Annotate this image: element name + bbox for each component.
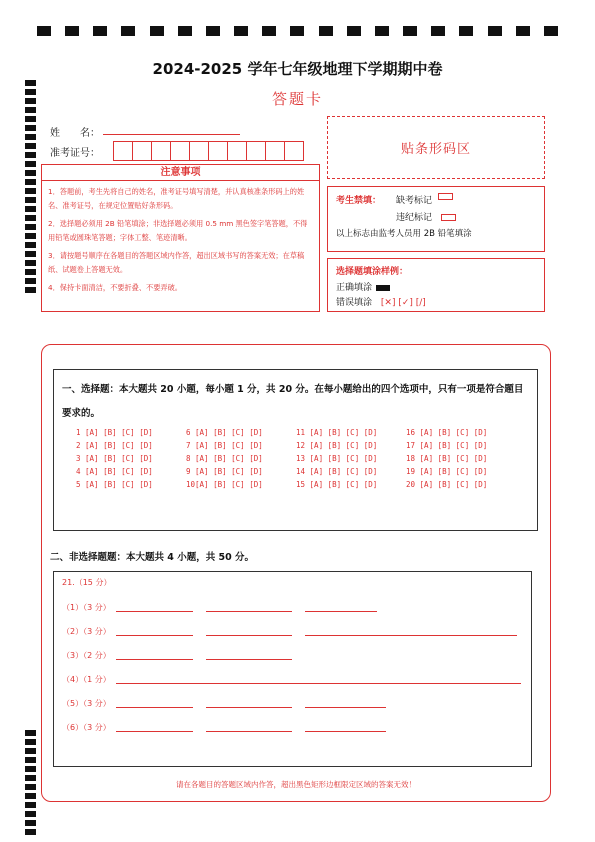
answer-line[interactable] [116, 611, 193, 612]
mc-column [76, 426, 158, 491]
id-number-boxes[interactable] [113, 141, 303, 161]
subquestion-label: （5）（3 分） [62, 699, 111, 708]
wrong-fill-marks: [✕] [✓] [/] [380, 298, 426, 308]
subquestion-label: （6）（3 分） [62, 723, 111, 732]
mc-row[interactable]: 6 [A] [B] [C] [D] [186, 428, 263, 437]
mc-row[interactable]: 15 [A] [B] [C] [D] [296, 480, 378, 489]
answer-line[interactable] [305, 731, 386, 732]
id-label: 准考证号： [50, 148, 100, 159]
wrong-fill-label: 错误填涂 [336, 298, 373, 308]
mc-row[interactable]: 2 [A] [B] [C] [D] [76, 441, 153, 450]
answer-line[interactable] [305, 635, 517, 636]
mc-row[interactable]: 13 [A] [B] [C] [D] [296, 454, 378, 463]
name-label: 姓 名： [50, 128, 100, 139]
mc-row[interactable]: 12 [A] [B] [C] [D] [296, 441, 378, 450]
mc-row[interactable]: 10[A] [B] [C] [D] [186, 480, 263, 489]
mc-row[interactable]: 18 [A] [B] [C] [D] [406, 454, 488, 463]
page-subtitle: 答题卡 [271, 90, 323, 108]
answer-line[interactable] [305, 707, 386, 708]
subquestion-label: （2）（3 分） [62, 627, 111, 636]
violation-mark-box[interactable] [441, 214, 456, 221]
answer-line[interactable] [206, 611, 292, 612]
mc-row[interactable]: 4 [A] [B] [C] [D] [76, 467, 153, 476]
notice-item: 4．保持卡面清洁，不要折叠、不要弄破。 [48, 283, 182, 292]
notice-item: 2．选择题必须用 2B 铅笔填涂；非选择题必须用 0.5 mm 黑色签字笔答题，不得用铅笔或圆珠笔答题；字体工整、笔迹清晰。 [48, 219, 308, 242]
absent-mark-box[interactable] [438, 193, 453, 200]
mc-row[interactable]: 11 [A] [B] [C] [D] [296, 428, 378, 437]
fill-sample-box [327, 258, 545, 312]
top-alignment-marks [37, 26, 558, 40]
section1-heading: 一、选择题：本大题共 20 小题，每小题 1 分，共 20 分。在每小题给出的四个选项中，只有一项是符合题目要求的。 [62, 384, 524, 419]
barcode-label: 贴条形码区 [400, 142, 471, 157]
multiple-choice-box [53, 369, 538, 531]
mc-row[interactable]: 17 [A] [B] [C] [D] [406, 441, 488, 450]
absent-label: 缺考标记 [396, 196, 433, 206]
subquestion-label: （1）（3 分） [62, 603, 111, 612]
answer-line[interactable] [116, 731, 193, 732]
mc-row[interactable]: 3 [A] [B] [C] [D] [76, 454, 153, 463]
answer-line[interactable] [116, 659, 193, 660]
barcode-area [327, 116, 545, 179]
answer-line[interactable] [116, 683, 521, 684]
answer-line[interactable] [116, 707, 193, 708]
mc-row[interactable]: 1 [A] [B] [C] [D] [76, 428, 153, 437]
notice-title: 注意事项 [42, 165, 319, 181]
page-title: 2024-2025 学年七年级地理下学期期中卷 [152, 60, 443, 78]
section2-heading: 二、非选择题题：本大题共 4 小题，共 50 分。 [50, 552, 255, 563]
mc-row[interactable]: 14 [A] [B] [C] [D] [296, 467, 378, 476]
mc-column [296, 426, 378, 491]
examinee-forbidden-box [327, 186, 545, 252]
footer-note: 请在各题目的答题区域内作答，超出黑色矩形边框限定区域的答案无效！ [176, 780, 416, 789]
subquestion-label: （4）（1 分） [62, 675, 111, 684]
mc-row[interactable]: 8 [A] [B] [C] [D] [186, 454, 263, 463]
mc-row[interactable]: 16 [A] [B] [C] [D] [406, 428, 488, 437]
ban-note: 以上标志由监考人员用 2B 铅笔填涂 [336, 229, 472, 239]
question-21-title: 21.（15 分） [62, 578, 112, 587]
subquestion-label: （3）（2 分） [62, 651, 111, 660]
answer-line[interactable] [206, 731, 292, 732]
left-alignment-marks-bottom [25, 730, 37, 835]
answer-line[interactable] [305, 611, 377, 612]
correct-fill-label: 正确填涂 [336, 283, 373, 293]
mc-row[interactable]: 19 [A] [B] [C] [D] [406, 467, 488, 476]
answer-line[interactable] [206, 707, 292, 708]
mc-row[interactable]: 9 [A] [B] [C] [D] [186, 467, 263, 476]
mc-row[interactable]: 20 [A] [B] [C] [D] [406, 480, 488, 489]
correct-fill-mark [376, 285, 390, 291]
ban-title: 考生禁填： [336, 196, 382, 206]
notice-item: 1．答题前，考生先将自己的姓名，准考证号填写清楚，并认真核准条形码上的姓名、准考证号，在规定位置贴好条形码。 [48, 187, 305, 210]
mc-column [406, 426, 488, 491]
mc-row[interactable]: 7 [A] [B] [C] [D] [186, 441, 263, 450]
answer-line[interactable] [206, 659, 292, 660]
left-alignment-marks-top [25, 80, 37, 293]
notice-item: 3．请按题号顺序在各题目的答题区域内作答，超出区域书写的答案无效；在草稿纸、试题卷上答题无效。 [48, 251, 305, 274]
mc-row[interactable]: 5 [A] [B] [C] [D] [76, 480, 153, 489]
sample-title: 选择题填涂样例： [336, 267, 409, 277]
name-input-line[interactable] [103, 134, 240, 135]
notice-box [41, 164, 320, 312]
mc-column [186, 426, 268, 491]
answer-line[interactable] [116, 635, 193, 636]
question-21-box [53, 571, 532, 767]
violation-label: 违纪标记 [396, 213, 433, 223]
answer-line[interactable] [206, 635, 292, 636]
